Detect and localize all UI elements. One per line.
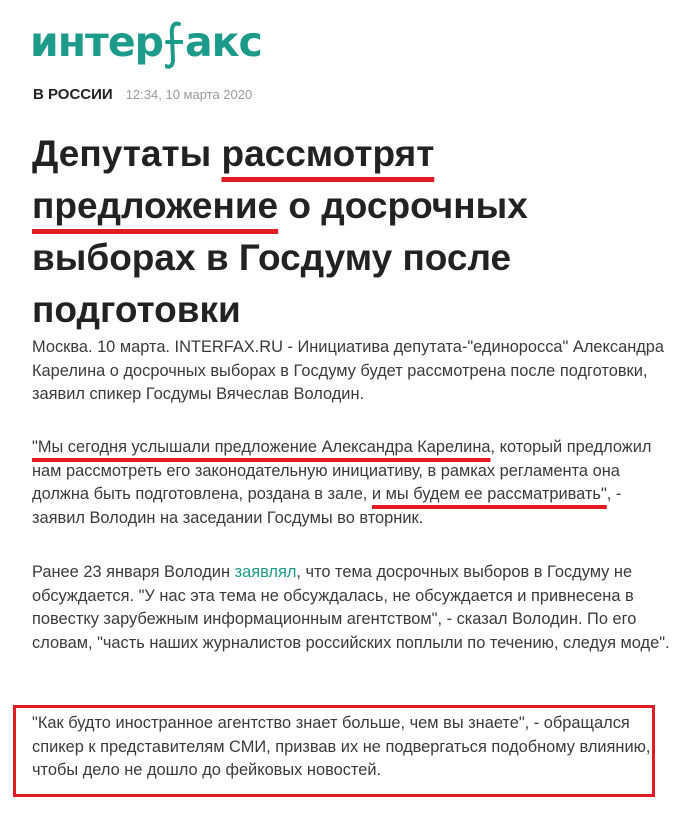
headline-underlined-word: предложение <box>32 185 279 226</box>
interfax-logo[interactable] <box>30 14 262 70</box>
headline-underlined-word: рассмотрят <box>221 133 435 174</box>
highlighted-quote: "Мы сегодня услышали предложение Александра Карелина <box>32 438 491 456</box>
section-link[interactable]: В РОССИИ <box>33 86 113 103</box>
article-paragraph-2 <box>32 436 672 530</box>
paragraph-text: Ранее 23 января Володин <box>32 563 235 581</box>
paragraph-text: , что тема досрочных выборов в Госдуму не обсуждается. "У нас эта тема не обсуждалась, не обсуждается и привнесена в повестку зарубежным информационным агентством", - сказал Володин. По его словам, "часть наших журналистов российских поплыли по течению, следуя моде". <box>32 563 670 652</box>
article-link[interactable]: заявлял <box>234 563 297 581</box>
highlighted-quote: и мы будем ее рассматривать" <box>371 485 607 503</box>
article-paragraph-4: "Как будто иностранное агентство знает больше, чем вы знаете", - обращался спикер к представителям СМИ, призвав их не подвергаться подобному влиянию, чтобы дело не дошло до фейковых новостей. <box>32 714 651 779</box>
article-date: 12:34, 10 марта 2020 <box>125 87 253 102</box>
paragraph-text: , который предложил нам рассмотреть его законодательную инициативу, в рамках регламента она должна быть подготовлена, роздана в зале, <box>32 438 652 503</box>
interfax-f-mark-icon <box>165 14 183 70</box>
logo-text-part1: интер <box>30 18 163 66</box>
article-paragraph-3 <box>32 561 672 655</box>
article-meta <box>33 86 252 103</box>
headline-rest: о досрочных выборах в Госдуму после подготовки <box>32 185 528 330</box>
paragraph-text: , - заявил Володин на заседании Госдумы во вторник. <box>32 485 622 527</box>
headline-word: Депутаты <box>32 133 212 174</box>
article-headline <box>32 128 642 336</box>
article-paragraph-1: Москва. 10 марта. INTERFAX.RU - Инициатива депутата-"единоросса" Александра Карелина о досрочных выборах в Госдуму будет рассмотрена после подготовки, заявил спикер Госдумы Вячеслав Володин. <box>32 338 665 403</box>
logo-text-part2: акс <box>184 18 262 66</box>
